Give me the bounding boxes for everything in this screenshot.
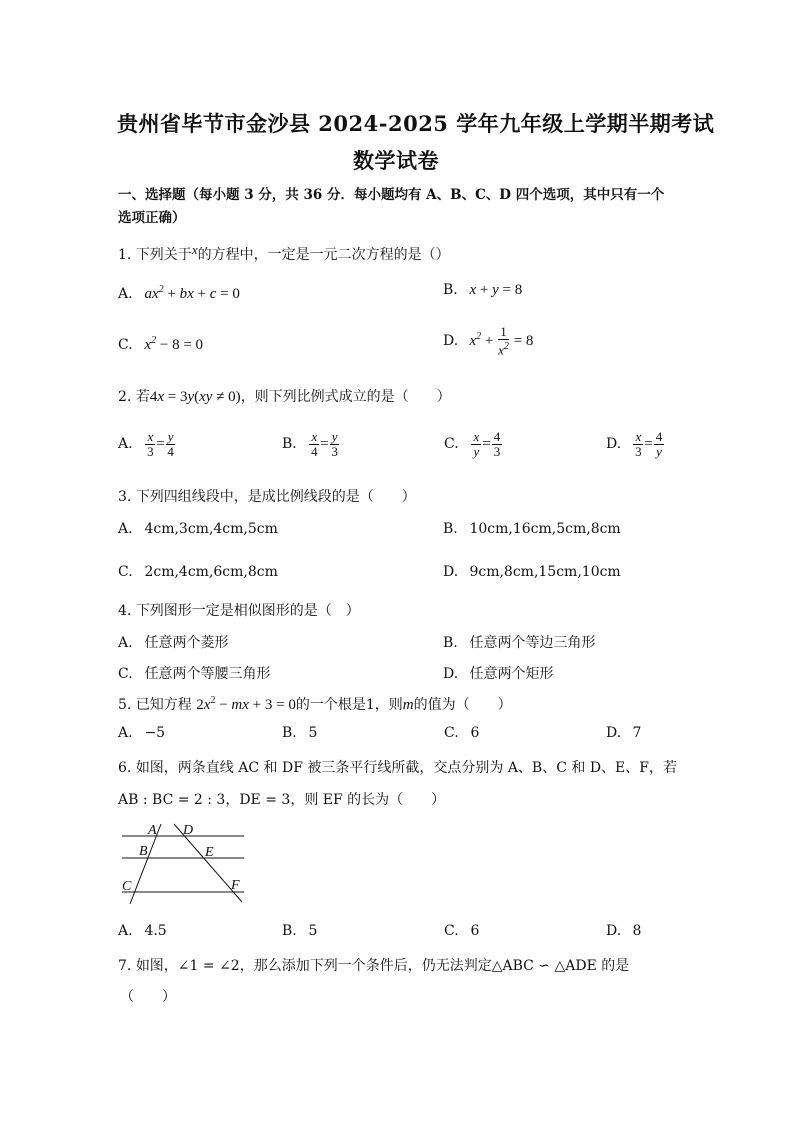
q1-option-c[interactable]: C. $x^2 - 8 = 0$ (118, 335, 204, 353)
question-number: 1. (118, 247, 132, 263)
q4-option-b[interactable]: B. 任意两个等边三角形 (443, 635, 596, 651)
q4-option-d[interactable]: D. 任意两个矩形 (443, 666, 554, 682)
q5-option-a[interactable]: A. −5 (118, 725, 166, 741)
question-2-stem: 2. 若4x = 3y(xy ≠ 0)，则下列比例式成立的是（ ） (118, 389, 451, 405)
question-1-stem: 1. 下列关于x的方程中，一定是一元二次方程的是（） (118, 242, 450, 263)
q2-option-c[interactable]: C. $\frac{x}{y}$ = $\frac{4}{3}$ (444, 430, 503, 459)
q1-option-d-formula: $x^2$ + $\frac{1}{x^2}$ = 8 (469, 324, 534, 358)
question-number: 4. (118, 603, 132, 619)
q5-option-b[interactable]: B. 5 (282, 725, 318, 741)
question-4-stem: 4. 下列图形一定是相似图形的是（ ） (118, 603, 360, 619)
q6-option-c[interactable]: C. 6 (444, 923, 480, 939)
parallel-lines-figure (118, 818, 248, 908)
q5-option-d[interactable]: D. 7 (606, 725, 642, 741)
question-5-stem: 5. 已知方程 $2x^2$ − mx + 3 = 0的一个根是1，则m的值为（ ） (118, 695, 512, 713)
q1-option-b[interactable]: B. x + y = 8 (443, 282, 523, 298)
q2-option-b[interactable]: B. $\frac{x}{4}$ = $\frac{y}{3}$ (282, 430, 340, 459)
q6-option-a[interactable]: A. 4.5 (118, 923, 167, 939)
exam-title: 贵州省毕节市金沙县 2024-2025 学年九年级上学期半期考试 (117, 111, 715, 136)
q2-option-b-formula: $\frac{x}{4}$ = $\frac{y}{3}$ (311, 429, 338, 459)
q2-option-d-formula: $\frac{x}{3}$ = $\frac{4}{y}$ (635, 429, 663, 459)
point-label-a: A (148, 823, 157, 838)
question-7-stem: 7. 如图，∠1 = ∠2，那么添加下列一个条件后，仍无法判定△ABC ∽ △ADE 的是 (118, 958, 630, 974)
question-number: 7. (118, 958, 132, 974)
q2-option-a[interactable]: A. $\frac{x}{3}$ = $\frac{y}{4}$ (118, 430, 176, 459)
q1-option-a-formula: $ax^2$ + bx + c = 0 (144, 284, 240, 302)
question-6-stem-cont: AB : BC = 2 : 3，DE = 3，则 EF 的长为（ ） (118, 792, 446, 808)
exam-subtitle: 数学试卷 (353, 148, 439, 173)
question-6-stem: 6. 如图，两条直线 AC 和 DF 被三条平行线所截，交点分别为 A、B、C 和 D、E、F，若 (118, 760, 677, 776)
q1-option-b-formula: x + y = 8 (469, 282, 523, 298)
q6-option-b[interactable]: B. 5 (282, 923, 318, 939)
q5-equation: $2x^2$ − mx + 3 = 0 (196, 695, 296, 713)
q3-option-d[interactable]: D. 9cm,8cm,15cm,10cm (443, 564, 621, 580)
q2-option-d[interactable]: D. $\frac{x}{3}$ = $\frac{4}{y}$ (606, 430, 665, 459)
question-number: 6. (118, 760, 132, 776)
question-number: 3. (118, 489, 132, 505)
point-label-e: E (205, 845, 214, 860)
q1-option-d[interactable]: D. $x^2$ + $\frac{1}{x^2}$ = 8 (443, 324, 534, 358)
q3-option-c[interactable]: C. 2cm,4cm,6cm,8cm (118, 564, 278, 580)
q2-option-c-formula: $\frac{x}{y}$ = $\frac{4}{3}$ (473, 429, 501, 459)
q1-option-a[interactable]: A. $ax^2$ + bx + c = 0 (118, 284, 240, 302)
section-header-cont: 选项正确） (118, 210, 186, 226)
question-number: 2. (118, 389, 132, 405)
question-7-stem-cont: （ ） (120, 989, 176, 1005)
q3-option-b[interactable]: B. 10cm,16cm,5cm,8cm (443, 521, 621, 537)
section-header: 一、选择题（每小题 3 分，共 36 分．每小题均有 A、B、C、D 四个选项，其中只有一个 (118, 187, 665, 203)
point-label-c: C (122, 879, 132, 894)
question-number: 5. (118, 697, 132, 713)
q6-option-d[interactable]: D. 8 (606, 923, 642, 939)
point-label-f: F (231, 878, 240, 893)
q2-condition: 4x = 3y(xy ≠ 0) (149, 389, 241, 405)
q4-option-c[interactable]: C. 任意两个等腰三角形 (118, 666, 271, 682)
question-3-stem: 3. 下列四组线段中，是成比例线段的是（ ） (118, 489, 416, 505)
q2-option-a-formula: $\frac{x}{3}$ = $\frac{y}{4}$ (147, 429, 174, 459)
q3-option-a[interactable]: A. 4cm,3cm,4cm,5cm (118, 521, 278, 537)
q4-option-a[interactable]: A. 任意两个菱形 (118, 635, 229, 651)
point-label-b: B (139, 844, 148, 859)
q5-option-c[interactable]: C. 6 (444, 725, 480, 741)
point-label-d: D (183, 823, 194, 838)
q1-option-c-formula: $x^2 - 8 = 0$ (144, 335, 204, 353)
